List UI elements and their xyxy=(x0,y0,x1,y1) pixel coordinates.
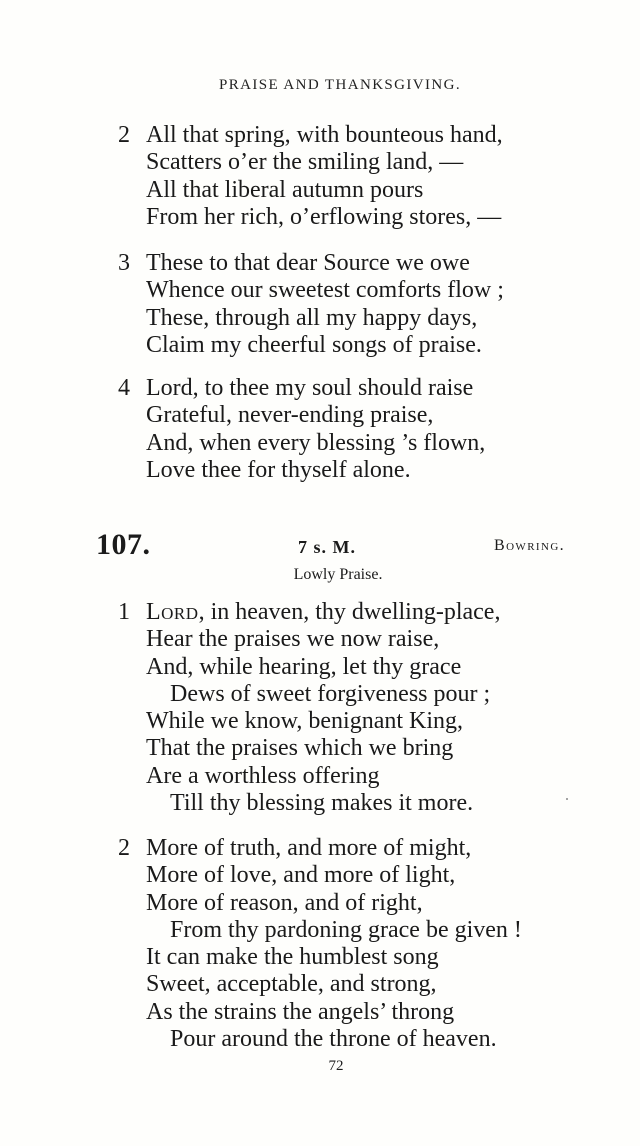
hymn-meter: 7 s. M. xyxy=(298,537,356,557)
verse-text: Sweet, acceptable, and strong, xyxy=(146,971,437,998)
stanza xyxy=(0,599,640,817)
verse-number: 3 xyxy=(118,250,130,276)
verse-line xyxy=(0,944,640,971)
verse-number: 4 xyxy=(118,375,130,401)
verse-text: Are a worthless offering xyxy=(146,762,380,789)
verse-text: From thy pardoning grace be given ! xyxy=(170,916,522,943)
verse-line xyxy=(0,149,640,176)
verse-text: And, when every blessing ’s flown, xyxy=(146,429,486,456)
verse-line xyxy=(0,430,640,457)
hymn-subtitle: Lowly Praise. xyxy=(293,566,383,583)
verse-text-rest: , in heaven, thy dwelling-place, xyxy=(198,599,501,625)
verse-text: As the strains the angels’ throng xyxy=(146,998,455,1025)
verse-number: 1 xyxy=(118,599,130,625)
verse-line xyxy=(0,917,640,944)
verse-text: Hear the praises we now raise, xyxy=(146,626,440,653)
verse-number: 2 xyxy=(118,835,130,861)
verse-line xyxy=(0,862,640,889)
page-number: 72 xyxy=(328,1058,344,1074)
verse-line xyxy=(0,763,640,790)
verse-line xyxy=(0,277,640,304)
verse-text: Lord, to thee my soul should raise xyxy=(146,375,474,401)
verse-line xyxy=(0,626,640,653)
verse-line xyxy=(0,250,640,277)
hymn-number: 107. xyxy=(96,528,151,561)
verse-text: It can make the humblest song xyxy=(146,944,439,971)
verse-line xyxy=(0,305,640,332)
verse-line xyxy=(0,835,640,862)
hymn-author: Bowring. xyxy=(494,537,566,554)
verse-text: Till thy blessing makes it more. xyxy=(170,790,474,817)
verse-number: 2 xyxy=(118,122,130,148)
verse-line xyxy=(0,790,640,817)
verse-line xyxy=(0,708,640,735)
verse-text: From her rich, o’erflowing stores, — xyxy=(146,203,502,230)
verse-text: All that liberal autumn pours xyxy=(146,176,424,203)
verse-line xyxy=(0,122,640,149)
verse-text: More of reason, and of right, xyxy=(146,889,423,916)
verse-line xyxy=(0,999,640,1026)
verse-text: More of love, and more of light, xyxy=(146,862,456,889)
verse-line xyxy=(0,971,640,998)
first-word: Lord xyxy=(146,599,199,625)
verse-line xyxy=(0,402,640,429)
ink-speck xyxy=(566,798,568,800)
verse-text: While we know, benignant King, xyxy=(146,708,464,735)
stanza xyxy=(0,835,640,1053)
verse-text: Claim my cheerful songs of praise. xyxy=(146,331,482,358)
verse-line xyxy=(0,332,640,359)
stanza xyxy=(0,375,640,484)
verse-text: Pour around the throne of heaven. xyxy=(170,1026,497,1053)
verse-text: That the praises which we bring xyxy=(146,735,454,762)
verse-line xyxy=(0,375,640,402)
verse-line xyxy=(0,204,640,231)
verse-line xyxy=(0,654,640,681)
verse-text: Grateful, never-ending praise, xyxy=(146,402,434,429)
verse-text: Dews of sweet forgiveness pour ; xyxy=(170,680,491,707)
verse-line xyxy=(0,599,640,626)
hymn-header xyxy=(0,528,640,562)
verse-line xyxy=(0,735,640,762)
verse-text: All that spring, with bounteous hand, xyxy=(146,122,503,148)
verse-text xyxy=(146,599,500,626)
verse-line xyxy=(0,1026,640,1053)
stanza xyxy=(0,122,640,231)
verse-text: Whence our sweetest comforts flow ; xyxy=(146,277,504,304)
verse-text: These, through all my happy days, xyxy=(146,304,478,331)
verse-text: More of truth, and more of might, xyxy=(146,835,472,861)
stanza xyxy=(0,250,640,359)
verse-line xyxy=(0,177,640,204)
verse-text: Scatters o’er the smiling land, — xyxy=(146,149,464,176)
verse-text: Love thee for thyself alone. xyxy=(146,456,411,483)
verse-text: These to that dear Source we owe xyxy=(146,250,470,276)
verse-text: And, while hearing, let thy grace xyxy=(146,653,462,680)
verse-line xyxy=(0,457,640,484)
running-head: PRAISE AND THANKSGIVING. xyxy=(218,77,462,93)
verse-line xyxy=(0,681,640,708)
verse-line xyxy=(0,890,640,917)
